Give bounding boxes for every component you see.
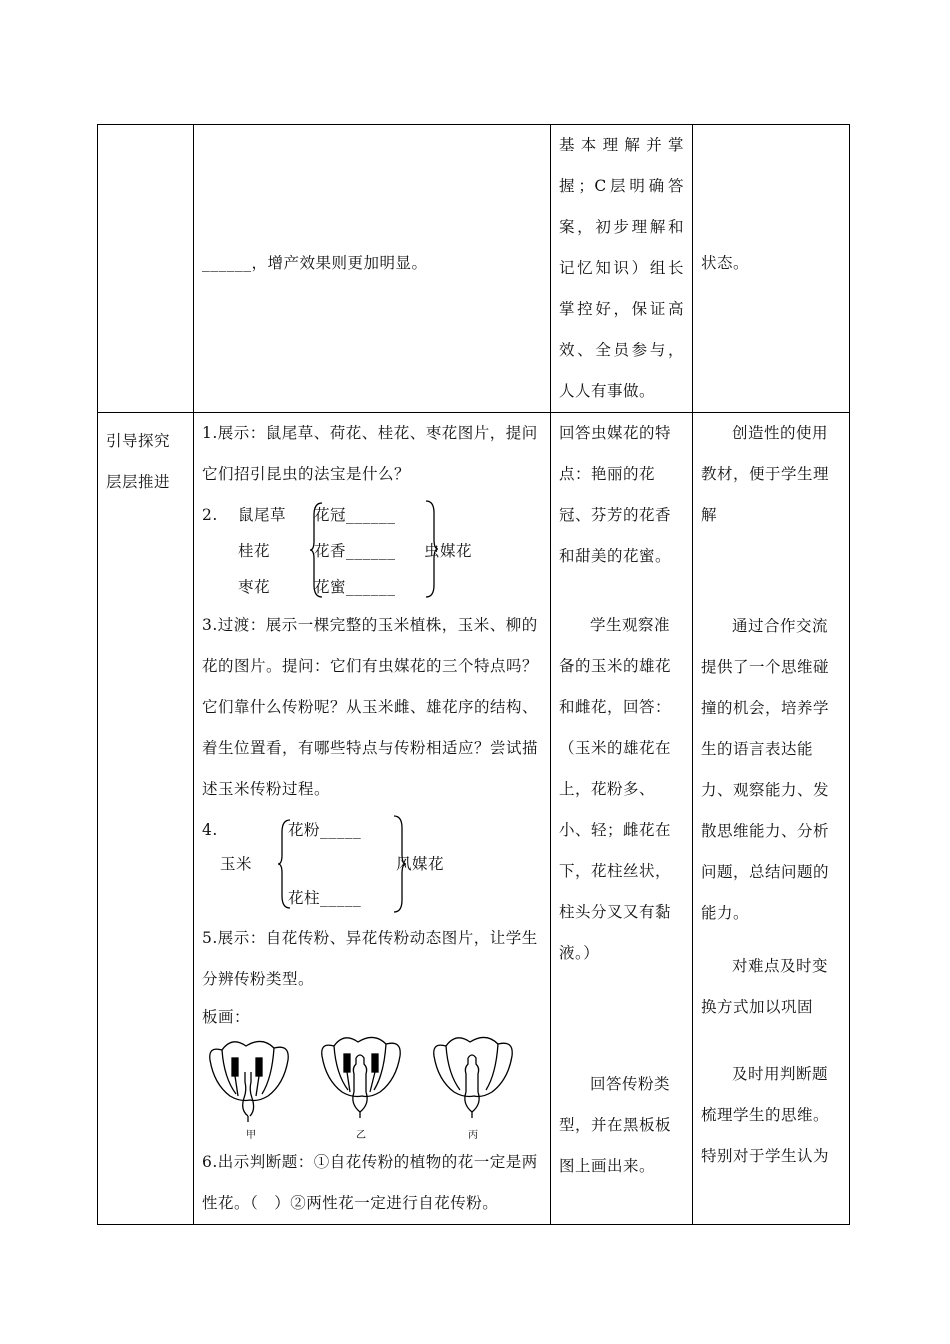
teacher-item-6: 6.出示判断题：①自花传粉的植物的花一定是两性花。（ ）②两性花一定进行自花传粉。 bbox=[202, 1153, 538, 1212]
plant-name: 桂花 bbox=[238, 542, 271, 560]
teacher-item-5: 5.展示：自花传粉、异花传粉动态图片，让学生分辨传粉类型。 bbox=[202, 929, 538, 988]
design-intent-cell bbox=[693, 125, 850, 413]
flower-label: 乙 bbox=[356, 1130, 367, 1141]
student-answer-3: 回答传粉类型，并在黑板板图上画出来。 bbox=[559, 1075, 672, 1175]
teacher-item-3: 3.过渡：展示一棵完整的玉米植株，玉米、柳的花的图片。提问：它们有虫媒花的三个特点吗？它们靠什么传粉呢？从玉米雌、雄花序的结构、着生位置看，有哪些特点与传粉相适应？尝试描述玉米传粉过程。 bbox=[202, 616, 539, 798]
feature-item: 花粉_____ bbox=[288, 821, 362, 839]
flower-label: 丙 bbox=[468, 1130, 479, 1141]
flower-illustration bbox=[210, 1041, 288, 1122]
flower-label: 甲 bbox=[246, 1130, 257, 1141]
student-answer-2: 学生观察准备的玉米的雄花和雌花，回答：（玉米的雄花在上，花粉多、小、轻；雌花在下，花柱丝状，柱头分叉又有黏液。） bbox=[559, 616, 672, 962]
category-label: 风媒花 bbox=[396, 855, 445, 873]
student-text: 基本理解并掌握；C层明确答案，初步理解和记忆知识）组长掌控好，保证高效、全员参与，人人有事做。 bbox=[559, 136, 684, 400]
table-row bbox=[98, 125, 850, 413]
teacher-activity-cell bbox=[194, 413, 551, 1225]
flower-illustration bbox=[434, 1037, 512, 1118]
teacher-item-1: 1.展示：鼠尾草、荷花、桂花、枣花图片，提问它们招引昆虫的法宝是什么？ bbox=[202, 424, 538, 483]
item-number: 4. bbox=[202, 821, 218, 839]
flower-illustration bbox=[322, 1037, 400, 1118]
stage-label: 引导探究层层推进 bbox=[106, 432, 171, 491]
feature-item: 花冠______ bbox=[314, 506, 396, 524]
intent-4: 及时用判断题梳理学生的思维。特别对于学生认为 bbox=[701, 1065, 830, 1165]
intent-1: 创造性的使用教材，便于学生理解 bbox=[701, 424, 830, 524]
intent-3: 对难点及时变换方式加以巩固 bbox=[701, 957, 829, 1016]
feature-item: 花蜜______ bbox=[314, 578, 396, 596]
table-row bbox=[98, 413, 850, 1225]
wind-pollination-brace-list bbox=[202, 810, 542, 918]
item-number: 2. bbox=[202, 506, 218, 524]
teacher-activity-cell bbox=[194, 125, 551, 413]
feature-item: 花柱_____ bbox=[288, 889, 362, 907]
intent-text: 状态。 bbox=[701, 254, 750, 272]
feature-item: 花香______ bbox=[314, 542, 396, 560]
plant-name: 玉米 bbox=[220, 855, 253, 873]
category-label: 虫媒花 bbox=[424, 542, 473, 560]
plant-name: 鼠尾草 bbox=[238, 506, 287, 524]
intent-2: 通过合作交流提供了一个思维碰撞的机会，培养学生的语言表达能力、观察能力、发散思维能力、分析问题，总结问题的能力。 bbox=[701, 617, 830, 922]
student-activity-cell bbox=[551, 125, 693, 413]
student-activity-cell bbox=[551, 413, 693, 1225]
insect-pollination-brace-list bbox=[202, 495, 542, 605]
design-intent-cell bbox=[693, 413, 850, 1225]
board-drawing-label: 板画： bbox=[202, 1008, 251, 1026]
lesson-plan-table bbox=[97, 124, 850, 1225]
student-answer-1: 回答虫媒花的特点：艳丽的花冠、芬芳的花香和甜美的花蜜。 bbox=[559, 424, 672, 565]
teacher-text: ______，增产效果则更加明显。 bbox=[202, 254, 428, 272]
stage-cell bbox=[98, 413, 194, 1225]
plant-name: 枣花 bbox=[238, 578, 271, 596]
flower-diagram bbox=[202, 1034, 532, 1142]
stage-cell bbox=[98, 125, 194, 413]
